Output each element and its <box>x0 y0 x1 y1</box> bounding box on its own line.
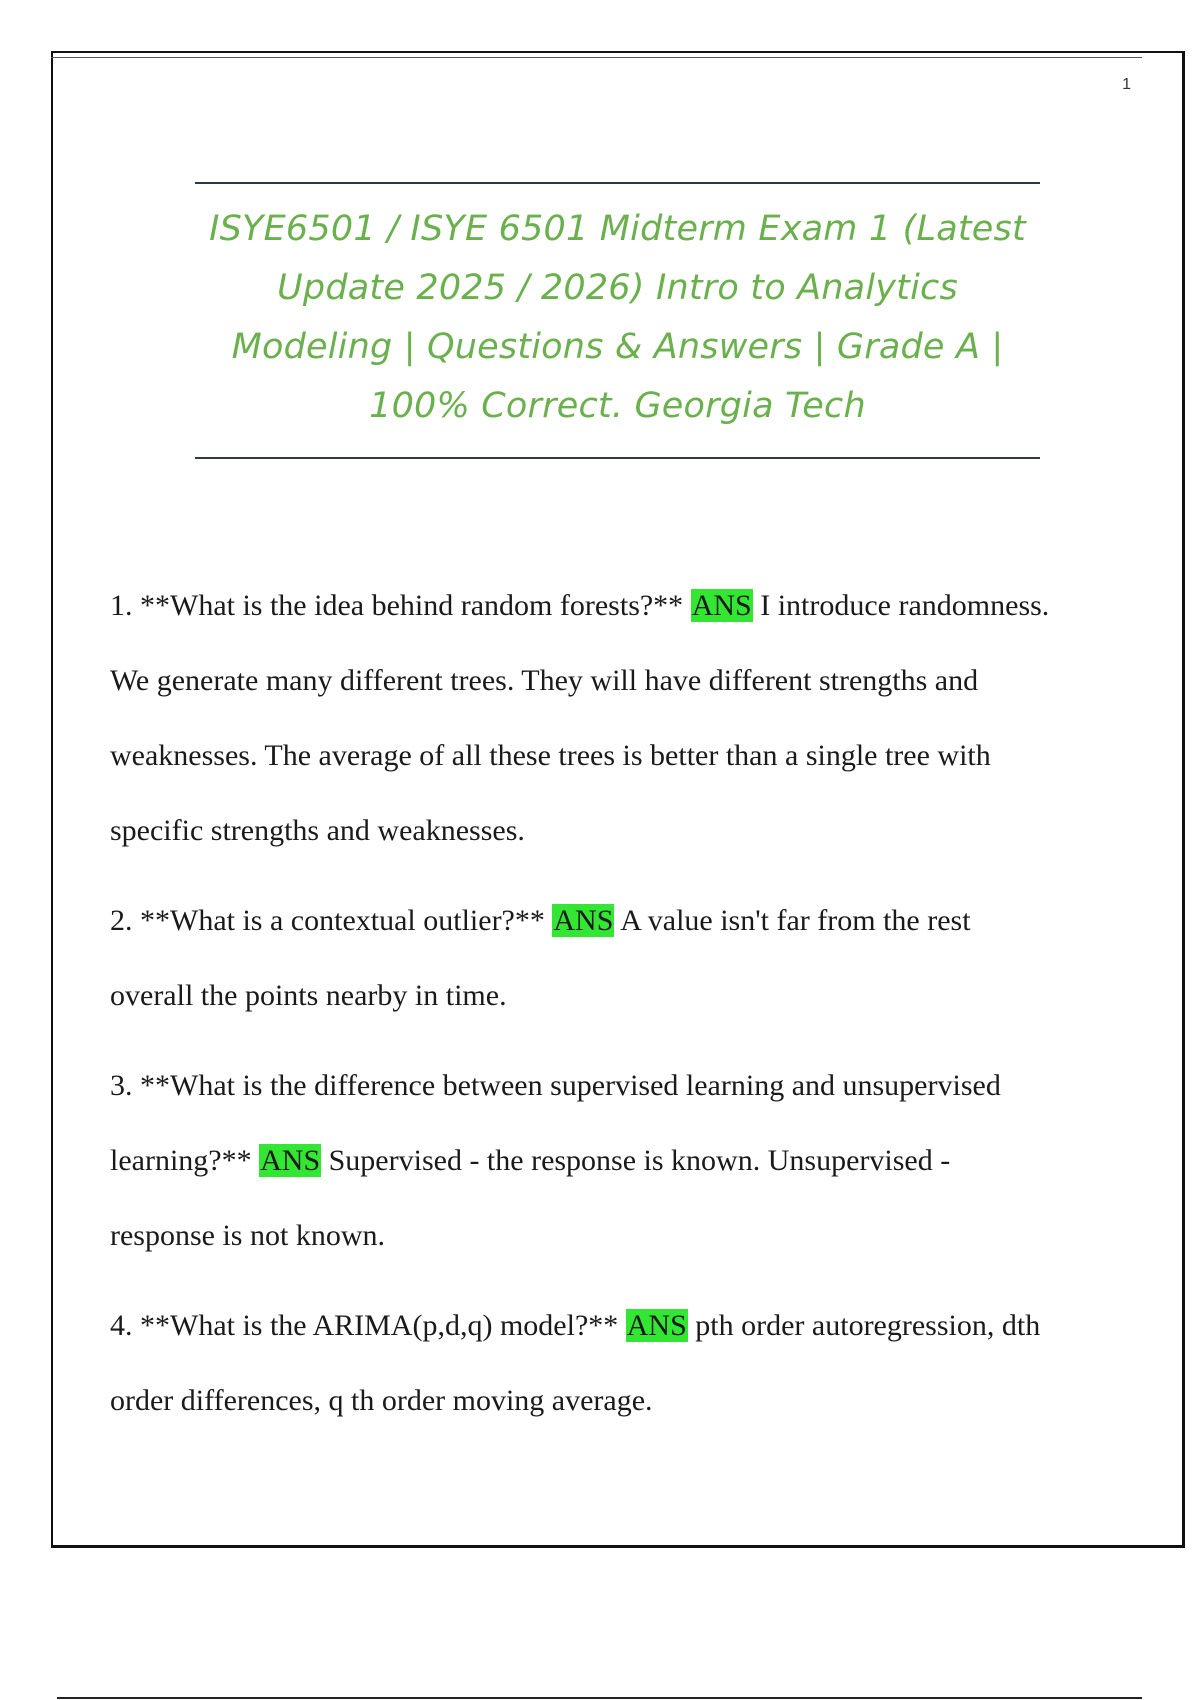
answer-text: Supervised - the response is known. Unsupervised - <box>328 1144 951 1177</box>
ans-label: ANS <box>626 1309 687 1342</box>
question-list <box>110 568 1120 1453</box>
answer-text: overall the points nearby in time. <box>110 979 507 1012</box>
question-text: learning?** <box>110 1144 252 1177</box>
ans-label: ANS <box>691 589 752 622</box>
question-number: 3. <box>110 1069 133 1102</box>
title-line: Modeling | Questions & Answers | Grade A | <box>231 327 1004 367</box>
answer-text: response is not known. <box>110 1219 385 1252</box>
question-number: 1. <box>110 589 133 622</box>
title-line: Update 2025 / 2026) Intro to Analytics <box>277 268 958 308</box>
question-text: **What is the ARIMA(p,d,q) model?** <box>140 1309 619 1342</box>
answer-text: order differences, q th order moving average. <box>110 1384 653 1417</box>
text-line <box>110 883 1120 958</box>
ans-label: ANS <box>553 904 614 937</box>
question-text: **What is a contextual outlier?** <box>140 904 545 937</box>
title-line: ISYE6501 / ISYE 6501 Midterm Exam 1 (Latest <box>209 209 1026 249</box>
answer-text: I introduce randomness. <box>760 589 1050 622</box>
answer-text: A value isn't far from the rest <box>620 904 971 937</box>
question-item-4 <box>110 1288 1120 1438</box>
question-text: **What is the idea behind random forests?** <box>140 589 684 622</box>
ans-label: ANS <box>260 1144 321 1177</box>
top-rule <box>51 57 1142 58</box>
answer-text: We generate many different trees. They will have different strengths and <box>110 664 979 697</box>
answer-text: specific strengths and weaknesses. <box>110 814 525 847</box>
question-number: 4. <box>110 1309 133 1342</box>
question-number: 2. <box>110 904 133 937</box>
bottom-rule <box>57 1697 1142 1699</box>
question-item-3 <box>110 1048 1120 1273</box>
text-line <box>110 568 1120 643</box>
title-line: 100% Correct. Georgia Tech <box>369 386 866 426</box>
text-line <box>110 1123 1120 1198</box>
answer-text: pth order autoregression, dth <box>695 1309 1041 1342</box>
question-item-2 <box>110 883 1120 1033</box>
text-line <box>110 1288 1120 1363</box>
answer-text: weaknesses. The average of all these trees is better than a single tree with <box>110 739 991 772</box>
title-rule-top <box>195 182 1040 184</box>
document-title <box>195 200 1040 436</box>
title-rule-bottom <box>195 457 1040 459</box>
text-line <box>110 1048 1120 1123</box>
question-item-1 <box>110 568 1120 868</box>
question-text: **What is the difference between supervised learning and unsupervised <box>140 1069 1001 1102</box>
page-number: 1 <box>1122 76 1131 93</box>
